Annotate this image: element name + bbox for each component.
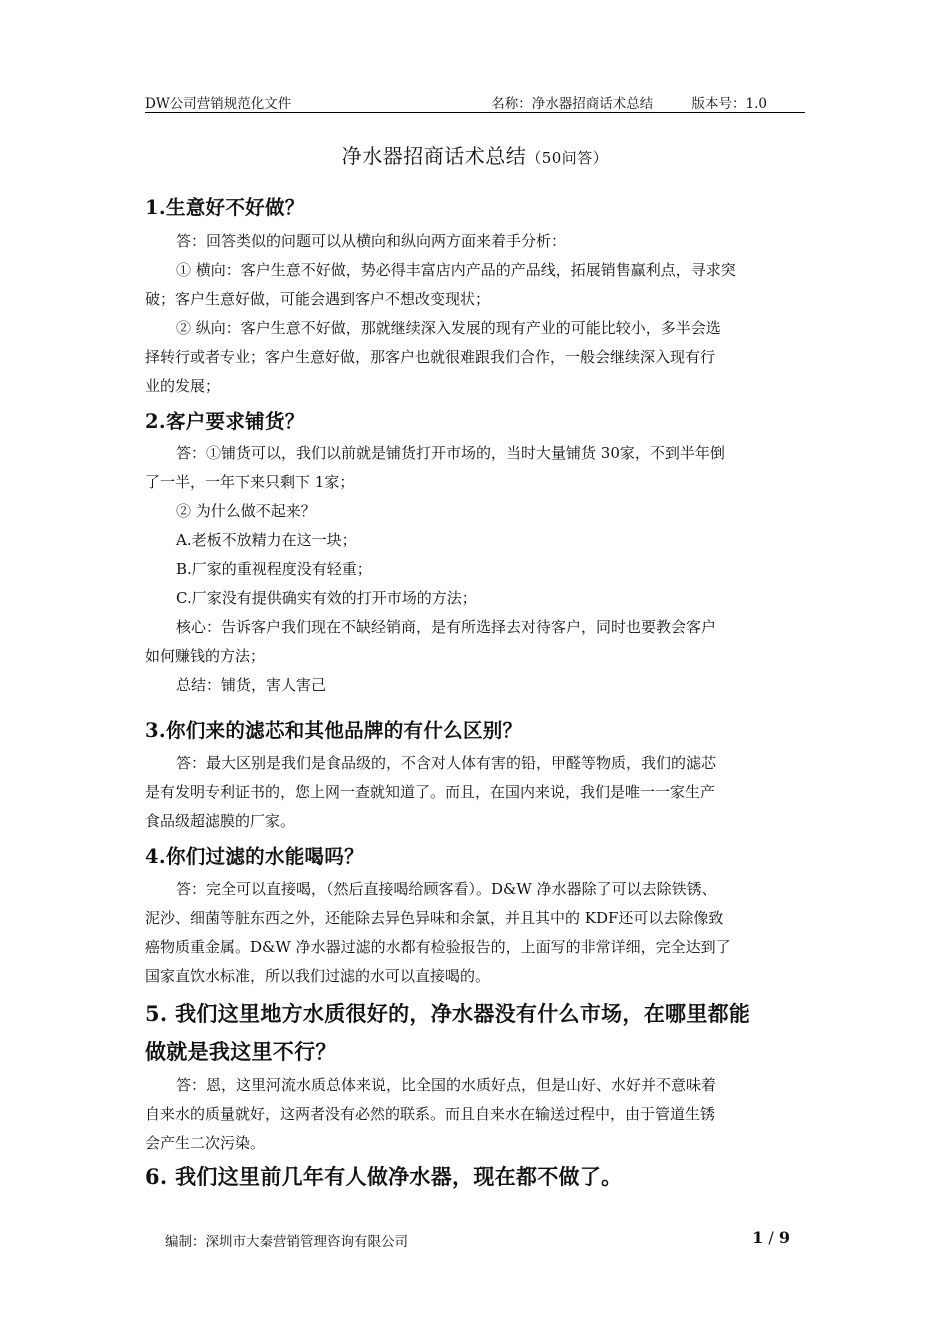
header-version: 版本号：1.0 xyxy=(691,96,767,112)
body-line: B.厂家的重视程度没有轻重； xyxy=(176,560,372,578)
section-2-body-cont xyxy=(145,468,793,497)
body-line: ② 纵向：客户生意不好做，那就继续深入发展的现有产业的可能比较小，多半会选 xyxy=(176,319,721,337)
title-main: 净水器招商话术总结 xyxy=(341,144,527,168)
section-6-heading: 6. 我们这里前几年有人做净水器，现在都不做了。 xyxy=(145,1164,623,1189)
section-5-heading-line2: 做就是我这里不行？ xyxy=(145,1039,337,1064)
section-3-body-cont xyxy=(145,778,793,836)
footer-company: 编制：深圳市大秦营销管理咨询有限公司 xyxy=(165,1234,408,1250)
header-doc-name: 名称：净水器招商话术总结 xyxy=(491,96,654,112)
page-total: 9 xyxy=(778,1228,790,1247)
body-line: 答：回答类似的问题可以从横向和纵向两方面来着手分析： xyxy=(176,232,567,250)
section-1-body-cont xyxy=(145,285,793,314)
section-2-body-3 xyxy=(145,642,793,671)
section-2-summary xyxy=(176,671,796,700)
section-4-body-cont xyxy=(145,904,793,991)
body-line: 破；客户生意好做，可能会遇到客户不想改变现状； xyxy=(145,290,491,308)
section-5-body-cont xyxy=(145,1100,793,1158)
section-2-heading: 2.客户要求铺货？ xyxy=(145,410,305,433)
body-line: 了一半，一年下来只剩下 1家； xyxy=(145,473,355,491)
section-2-body-2 xyxy=(176,497,796,642)
section-5-body xyxy=(176,1071,796,1100)
body-line: 答：恩，这里河流水质总体来说，比全国的水质好点，但是山好、水好并不意味着 xyxy=(176,1076,717,1094)
body-line: ② 为什么做不起来？ xyxy=(176,502,316,520)
section-5-heading-line1: 5. 我们这里地方水质很好的，净水器没有什么市场，在哪里都能 xyxy=(145,1001,751,1026)
body-line: 业的发展； xyxy=(145,377,221,395)
section-1-heading: 1.生意好不好做？ xyxy=(145,196,305,219)
body-line: 癌物质重金属。D&W 净水器过滤的水都有检验报告的，上面写的非常详细，完全达到了 xyxy=(145,938,731,956)
body-line: C.厂家没有提供确实有效的打开市场的方法； xyxy=(176,589,477,607)
title-sub: （50问答） xyxy=(526,149,609,167)
section-3-body xyxy=(176,749,796,778)
body-line: ① 横向：客户生意不好做，势必得丰富店内产品的产品线，拓展销售赢利点，寻求突 xyxy=(176,261,736,279)
section-1-body-2-cont xyxy=(145,343,793,401)
body-line: 自来水的质量就好，这两者没有必然的联系。而且自来水在输送过程中，由于管道生锈 xyxy=(145,1105,716,1123)
body-line: 答：最大区别是我们是食品级的，不含对人体有害的铅，甲醛等物质，我们的滤芯 xyxy=(176,754,717,772)
page-current: 1 xyxy=(752,1228,764,1247)
body-line: 泥沙、细菌等脏东西之外，还能除去异色异味和余氯，并且其中的 KDF还可以去除像致 xyxy=(145,909,724,927)
page-number xyxy=(752,1228,790,1247)
section-3-heading: 3.你们来的滤芯和其他品牌的有什么区别？ xyxy=(145,719,523,742)
page-header xyxy=(145,90,805,113)
body-line: 如何赚钱的方法； xyxy=(145,647,266,665)
body-line: 国家直饮水标准，所以我们过滤的水可以直接喝的。 xyxy=(145,967,491,985)
body-line: 食品级超滤膜的厂家。 xyxy=(145,812,296,830)
body-line: A.老板不放精力在这一块； xyxy=(176,531,357,549)
body-line: 核心：告诉客户我们现在不缺经销商，是有所选择去对待客户，同时也要教会客户 xyxy=(176,618,717,636)
section-4-body xyxy=(176,875,796,904)
body-line: 答：①铺货可以，我们以前就是铺货打开市场的，当时大量铺货 30家，不到半年倒 xyxy=(176,444,725,462)
body-line: 是有发明专利证书的，您上网一查就知道了。而且，在国内来说，我们是唯一一家生产 xyxy=(145,783,716,801)
header-doc-type: DW公司营销规范化文件 xyxy=(145,96,292,112)
page-footer xyxy=(165,1228,790,1248)
body-line: 答：完全可以直接喝，（然后直接喝给顾客看）。D&W 净水器除了可以去除铁锈、 xyxy=(176,880,717,898)
section-2-body xyxy=(176,439,796,468)
header-meta xyxy=(491,92,767,112)
page-title xyxy=(0,140,950,169)
section-1-body-2 xyxy=(176,314,796,343)
section-1-body xyxy=(176,227,796,285)
section-4-heading: 4.你们过滤的水能喝吗？ xyxy=(145,845,364,868)
body-line: 择转行或者专业；客户生意好做，那客户也就很难跟我们合作，一般会继续深入现有行 xyxy=(145,348,716,366)
page-separator: / xyxy=(763,1228,779,1247)
body-line: 总结：铺货，害人害己 xyxy=(176,676,327,694)
body-line: 会产生二次污染。 xyxy=(145,1134,266,1152)
